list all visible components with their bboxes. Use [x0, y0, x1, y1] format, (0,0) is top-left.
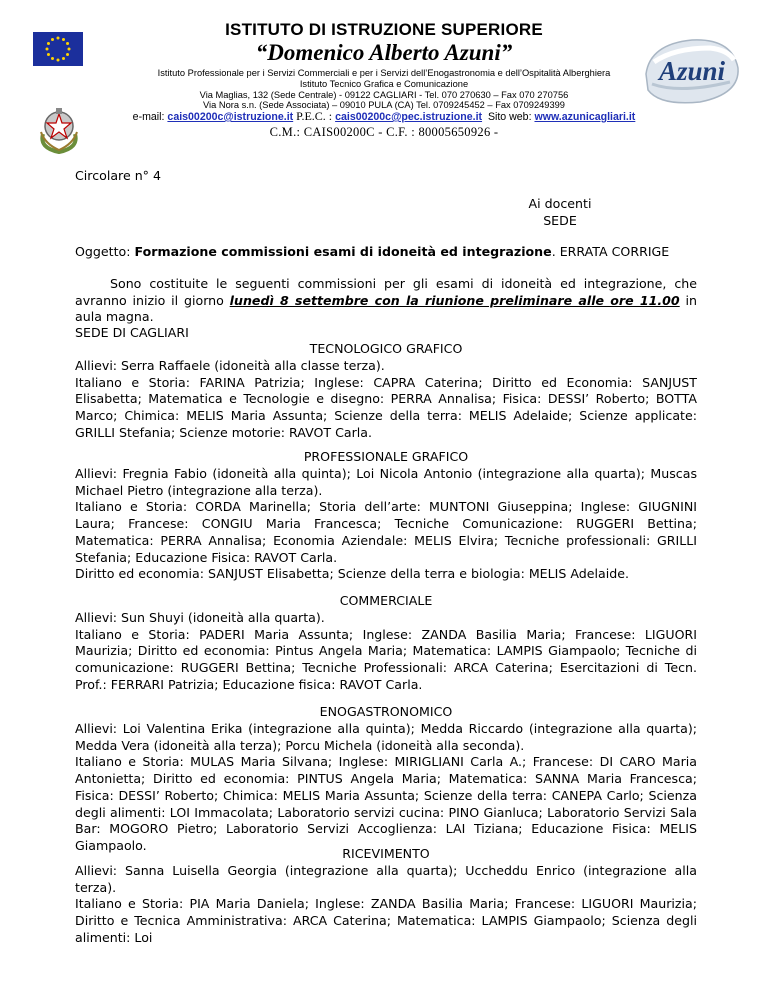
section-title-tecnologico: TECNOLOGICO GRAFICO [309, 341, 463, 356]
recipients-teachers: Ai docenti [528, 196, 592, 211]
recipients [520, 196, 600, 229]
section-body-ricevimento: Allievi: Sanna Luisella Georgia (integrazione alla quarta); Uccheddu Enrico (integrazione alla terza). Italiano e Storia: PIA Maria Daniela; Inglese: ZANDA Basilia Maria; Francese: LIGUORI Maurizia; Diritto e Tecnica Amministrativa: ARCA Caterina; Matematica: LAMPIS Giampaolo; Scienza degli alimenti: Loi [75, 863, 697, 945]
intro-date: lunedì 8 settembre con la riunione preliminare alle ore 11.00 [229, 292, 680, 308]
institute-description: Istituto Professionale per i Servizi Commerciali e per i Servizi dell’Enogastronomia e dell’Ospitalità Alberghiera [157, 68, 611, 78]
subject-label: Oggetto: [75, 244, 131, 259]
address-associated: Via Nora s.n. (Sede Associata) – 09010 PULA (CA) Tel. 0709245452 – Fax 0709249399 [203, 100, 565, 110]
location-heading: SEDE DI CAGLIARI [75, 325, 189, 340]
pec-label: P.E.C. : [296, 109, 333, 123]
subject-title: Formazione commissioni esami di idoneità ed integrazione [134, 244, 552, 259]
section-title-enogastronomico: ENOGASTRONOMICO [319, 704, 453, 719]
contacts-line [0, 109, 768, 124]
school-codes: C.M.: CAIS00200C - C.F. : 80005650926 - [269, 125, 499, 139]
institute-technical: Istituto Tecnico Grafica e Comunicazione [299, 79, 469, 89]
pec-link[interactable]: cais00200c@pec.istruzione.it [335, 111, 483, 123]
section-title-ricevimento: RICEVIMENTO [342, 846, 430, 861]
circular-number: Circolare n° 4 [75, 168, 161, 183]
email-label: e-mail: [132, 111, 165, 123]
section-body-commerciale: Allievi: Sun Shuyi (idoneità alla quarta). Italiano e Storia: PADERI Maria Assunta; Inglese: ZANDA Basilia Maria; Francese: LIGUORI Maurizia; Diritto ed economia: Pintus Angela Maria; Matematica: LAMPIS Giampaolo; Tecniche di comunicazione: RUGGERI Bettina; Tecniche Professionali: ARCA Caterina; Esercitazioni di Tecn. Prof.: FERRARI Patrizia; Educazione fisica: RAVOT Carla. [75, 610, 697, 692]
section-title-commerciale: COMMERCIALE [339, 593, 433, 608]
site-label: Sito web: [487, 111, 532, 123]
section-body-tecnologico: Allievi: Serra Raffaele (idoneità alla classe terza). Italiano e Storia: FARINA Patrizia; Inglese: CAPRA Caterina; Diritto ed Economia: SANJUST Elisabetta; Matematica e Tecnologie e disegno: PERRA Annalisa; Fisica: DESSI’ Roberto; BOTTA Marco; Chimica: MELIS Maria Assunta; Scienze della terra: MELIS Adelaide; Scienze applicate: GRILLI Stefania; Scienze motorie: RAVOT Carla. [75, 358, 697, 440]
site-link[interactable]: www.azunicagliari.it [534, 111, 636, 123]
intro-place: in aula magna. [75, 292, 698, 325]
subject-line [75, 244, 697, 261]
address-main: Via Maglias, 132 (Sede Centrale) - 09122 CAGLIARI - Tel. 070 270630 – Fax 070 270756 [199, 90, 569, 100]
intro-paragraph [75, 276, 697, 326]
intro-text: Sono costituite le seguenti commissioni per gli esami di idoneità ed integrazione, che avranno inizio il giorno [75, 276, 697, 308]
recipients-office: SEDE [543, 212, 577, 228]
subject-tail: . ERRATA CORRIGE [551, 244, 670, 259]
institute-name: “Domenico Alberto Azuni” [255, 40, 513, 65]
section-body-enogastronomico: Allievi: Loi Valentina Erika (integrazione alla quinta); Medda Riccardo (integrazione alla quarta); Medda Vera (idoneità alla terza); Porcu Michela (idoneità alla seconda). Italiano e Storia: MULAS Maria Silvana; Inglese: MIRIGLIANI Carla A.; Francese: DI CARO Maria Antonietta; Diritto ed economia: PINTUS Angela Maria; Matematica: SANNA Maria Francesca; Fisica: DESSI’ Roberto; Chimica: MELIS Maria Assunta; Scienze della terra: CANEPA Carlo; Scienza degli alimenti: LOI Immacolata; Laboratorio servizi cucina: PINO Gianluca; Laboratorio Servizi Sala Bar: MOGORO Pietro; Laboratorio Servizi Accoglienza: LAI Tiziana; Educazione Fisica: MELIS Giampaolo. [75, 721, 697, 853]
section-title-professionale: PROFESSIONALE GRAFICO [303, 449, 469, 464]
section-body-professionale: Allievi: Fregnia Fabio (idoneità alla quinta); Loi Nicola Antonio (integrazione alla quarta); Muscas Michael Pietro (integrazione alla terza). Italiano e Storia: CORDA Marinella; Storia dell’arte: MUNTONI Giuseppina; Inglese: GIUGNINI Laura; Francese: CONGIU Maria Francesca; Tecniche Comunicazione: RUGGERI Bettina; Matematica: PERRA Annalisa; Economia Aziendale: MELIS Elvira; Tecniche professionali: GRILLI Stefania; Educazione Fisica: RAVOT Carla. Diritto ed economia: SANJUST Elisabetta; Scienze della terra e biologia: MELIS Adelaide. [75, 466, 697, 582]
institute-type: ISTITUTO DI ISTRUZIONE SUPERIORE [225, 20, 543, 39]
email-link[interactable]: cais00200c@istruzione.it [167, 111, 294, 123]
logo-text: Azuni [658, 56, 726, 86]
